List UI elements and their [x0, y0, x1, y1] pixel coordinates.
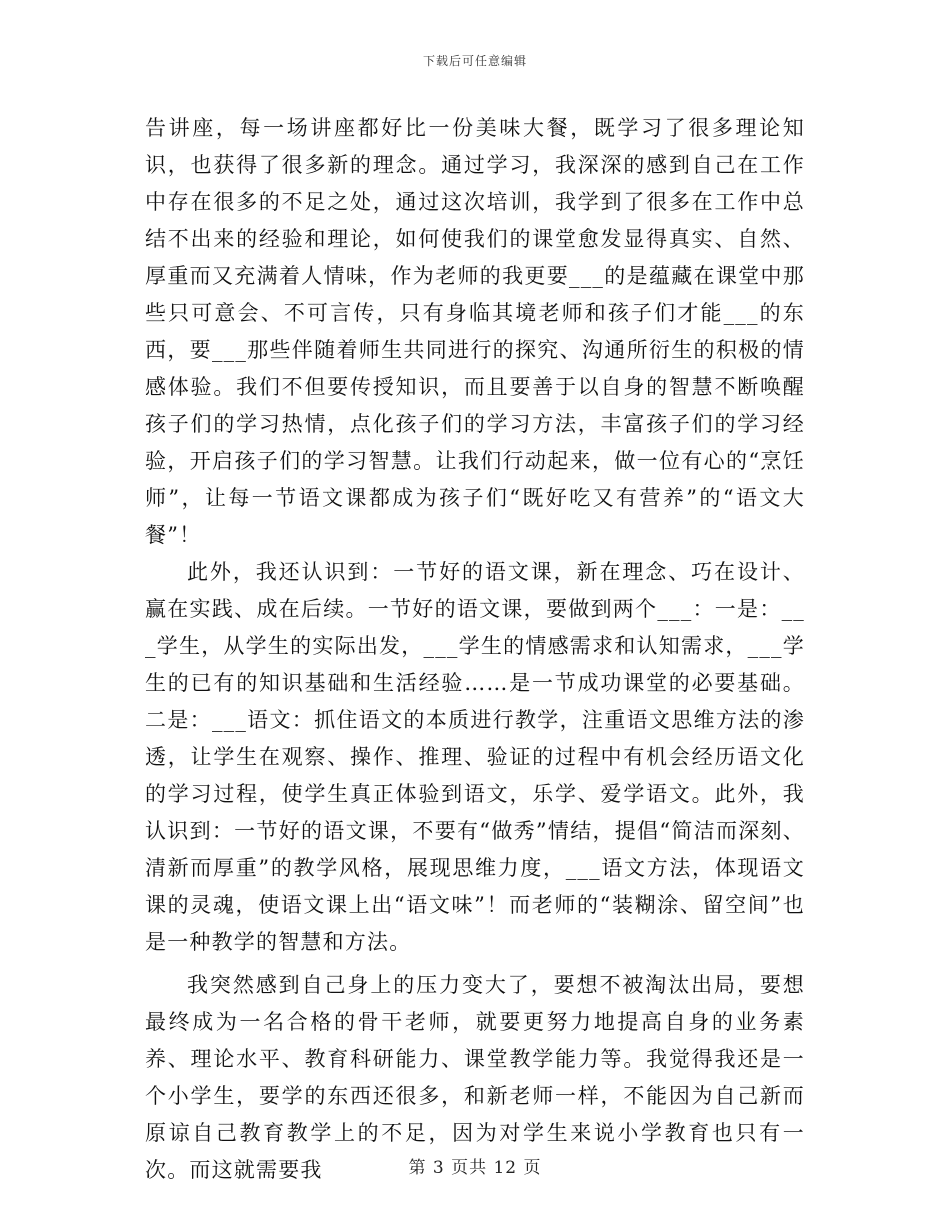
page-header: 下载后可任意编辑: [422, 54, 527, 68]
paragraph-pressure: 我突然感到自己身上的压力变大了，要想不被淘汰出局，要想最终成为一名合格的骨干老师，就要更努力地提高自身的业务素养、理论水平、教育科研能力、课堂教学能力等。我觉得我还是一个小学生，要学的东西还很多，和新老师一样，不能因为自己新而原谅自己教育教学上的不足，因为对学生来说小学教育也只有一次。而这就需要我: [145, 973, 805, 1182]
paragraph-good-chinese-lesson: 此外，我还认识到：一节好的语文课，新在理念、巧在设计、赢在实践、成在后续。一节好的语文课，要做到两个___：一是：___学生，从学生的实际出发，___学生的情感需求和认知需求，___学生的已有的知识基础和生活经验……是一节成功课堂的必要基础。二是：___语文：抓住语文的本质进行教学，注重语文思维方法的渗透，让学生在观察、操作、推理、验证的过程中有机会经历语文化的学习过程，使学生真正体验到语文，乐学、爱学语文。此外，我认识到：一节好的语文课，不要有“做秀”情结，提倡“简洁而深刻、清新而厚重”的教学风格，展现思维力度，___语文方法，体现语文课的灵魂，使语文课上出“语文味”！而老师的“装糊涂、留空间”也是一种教学的智慧和方法。: [145, 560, 805, 954]
paragraph-continuation: 告讲座，每一场讲座都好比一份美味大餐，既学习了很多理论知识，也获得了很多新的理念。通过学习，我深深的感到自己在工作中存在很多的不足之处，通过这次培训，我学到了很多在工作中总结不出来的经验和理论，如何使我们的课堂愈发显得真实、自然、厚重而又充满着人情味，作为老师的我更要___的是蕴藏在课堂中那些只可意会、不可言传，只有身临其境老师和孩子们才能___的东西，要___那些伴随着师生共同进行的探究、沟通所衍生的积极的情感体验。我们不但要传授知识，而且要善于以自身的智慧不断唤醒孩子们的学习热情，点化孩子们的学习方法，丰富孩子们的学习经验，开启孩子们的学习智慧。让我们行动起来，做一位有心的“烹饪师”，让每一节语文课都成为孩子们“既好吃又有营养”的“语文大餐”！: [145, 116, 805, 547]
document-body: [145, 110, 805, 1189]
page-number-footer: 第 3 页共 12 页: [408, 1158, 542, 1178]
